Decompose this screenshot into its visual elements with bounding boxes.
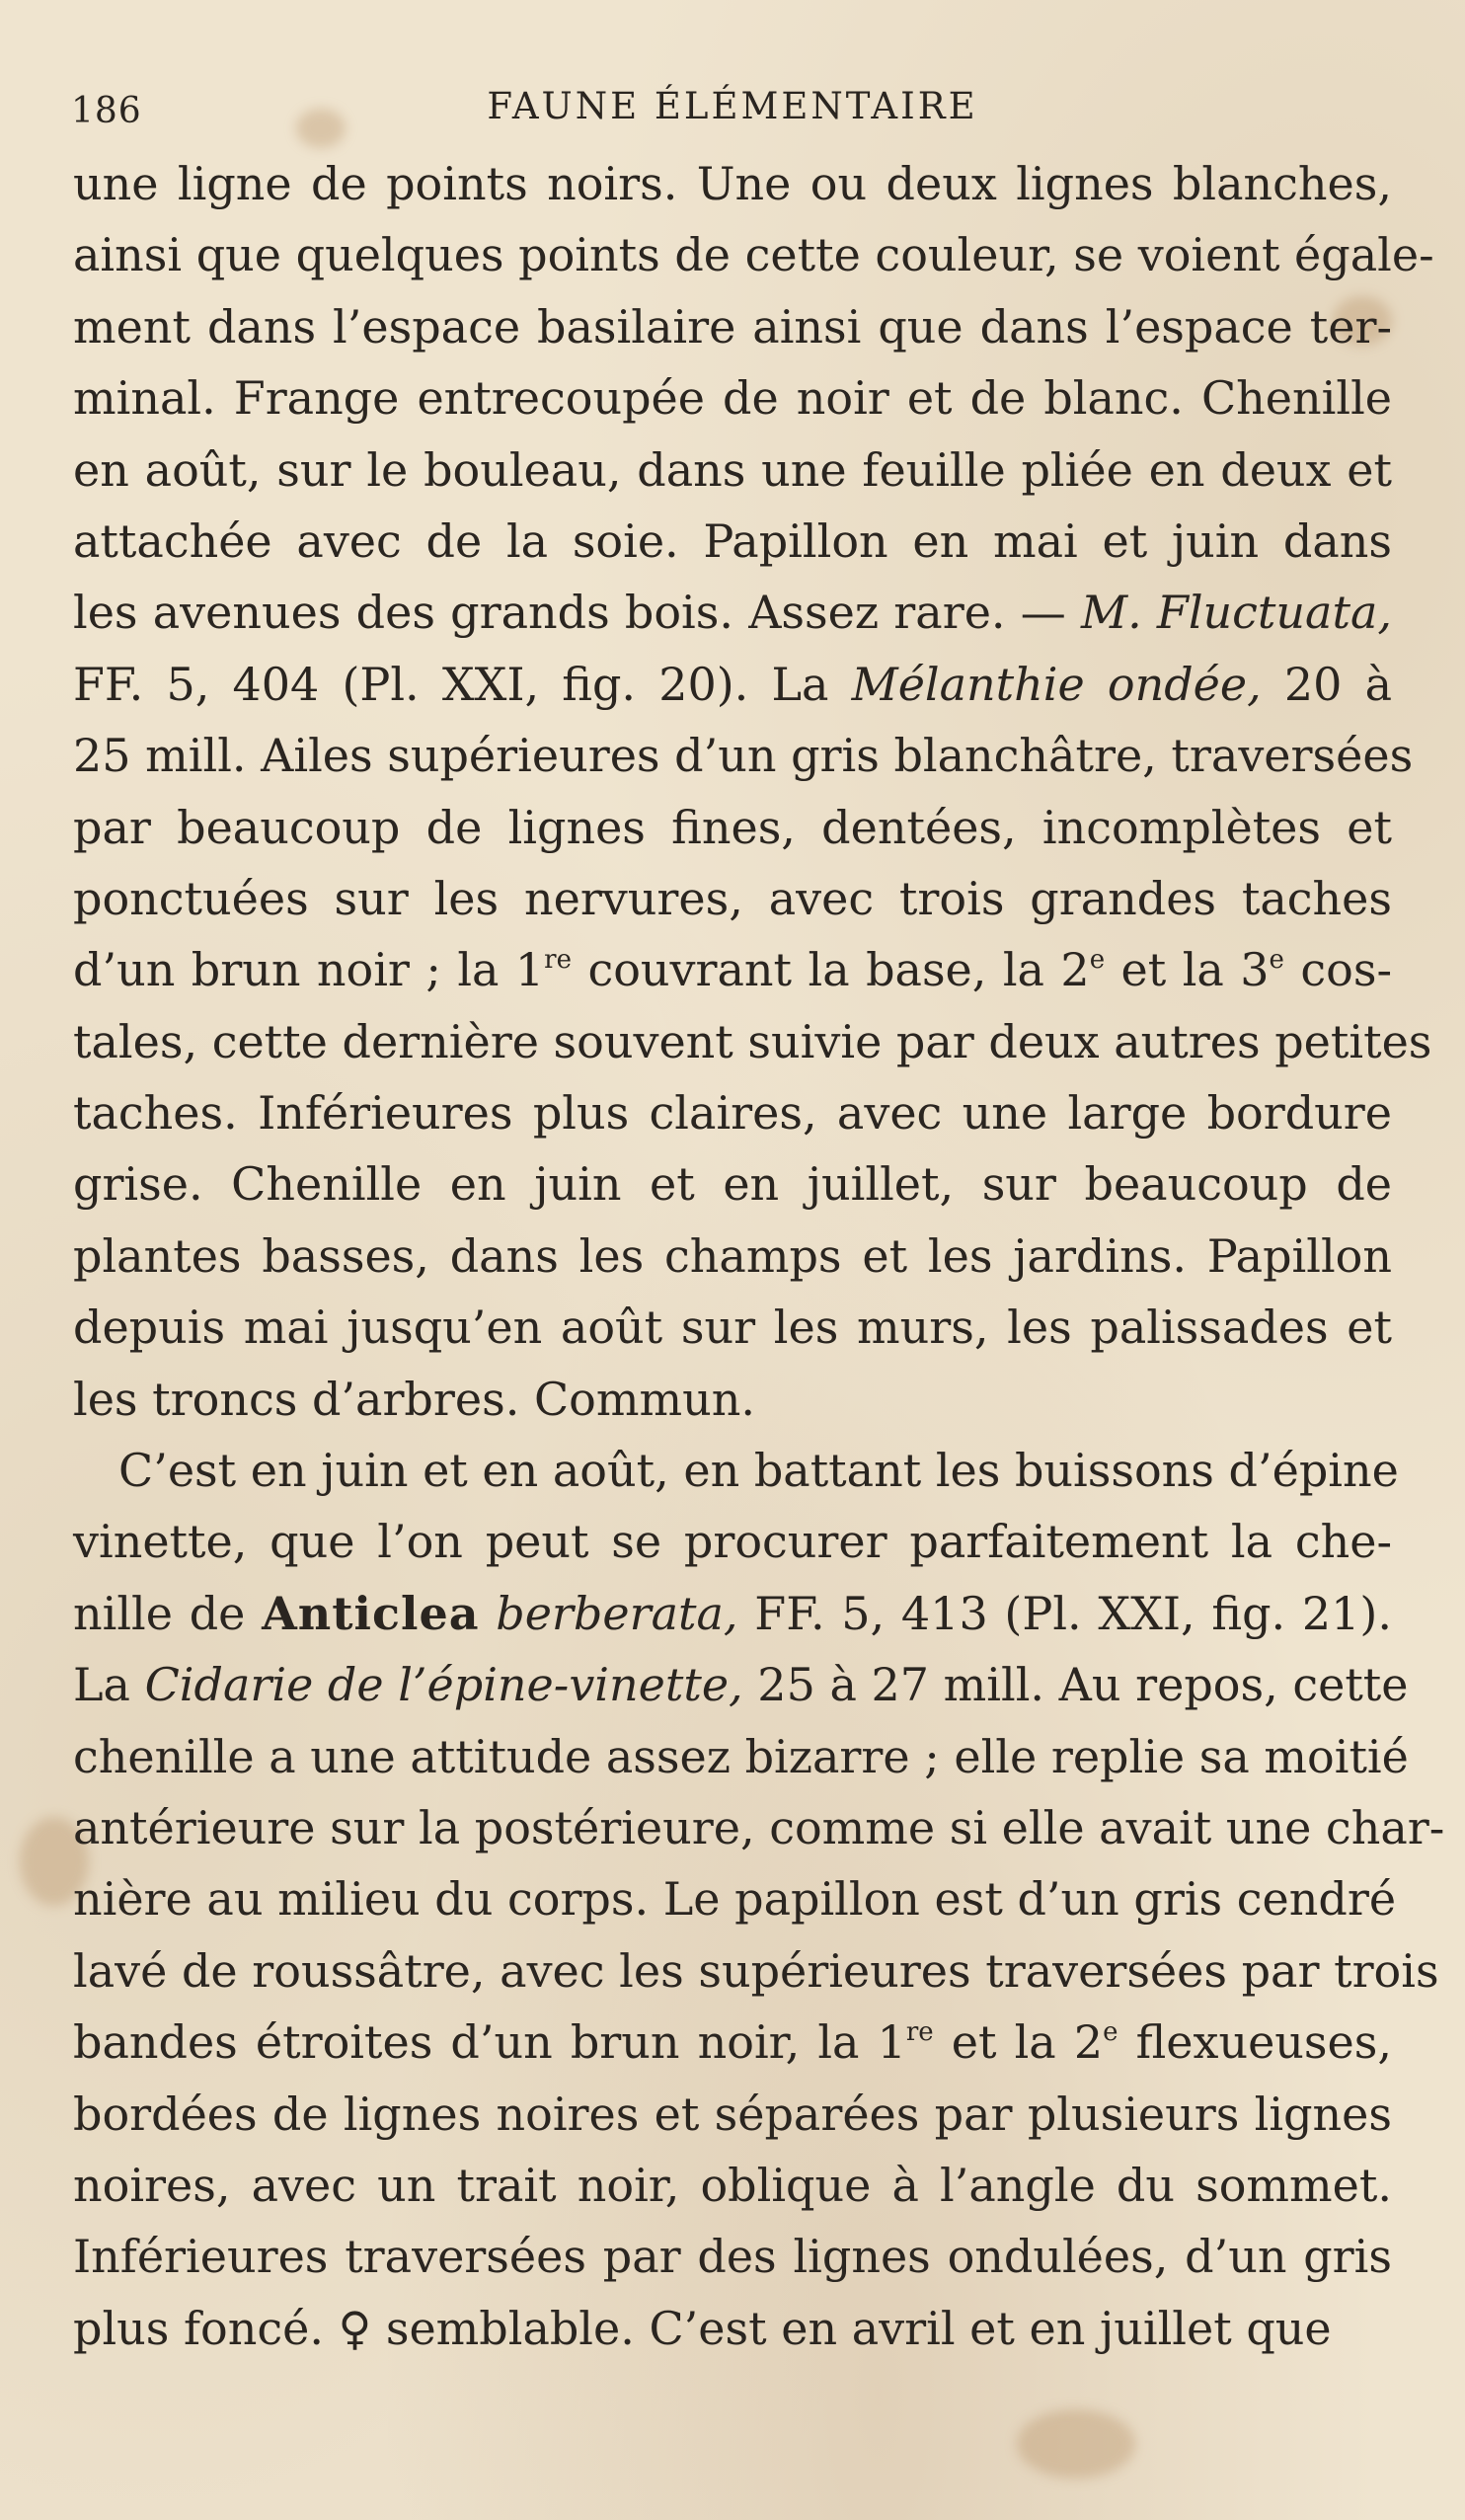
- text-run: noires, avec un trait noir, oblique à l’angle du sommet.: [73, 2158, 1392, 2212]
- foxing-stain: [1017, 2409, 1135, 2479]
- text-run: FF. 5, 413 (Pl. XXI, fig. 21).: [737, 1586, 1392, 1640]
- text-run: par beaucoup de lignes fines, dentées, incomplètes et: [73, 800, 1392, 854]
- text-run: et la 2: [933, 2015, 1104, 2070]
- text-run: nille de: [73, 1586, 263, 1640]
- text-line: [73, 1292, 1392, 1363]
- text-line: [73, 2150, 1392, 2221]
- superscript: re: [905, 2017, 934, 2048]
- text-line: [73, 1006, 1432, 1077]
- text-run: depuis mai jusqu’en août sur les murs, les palissades et: [73, 1300, 1392, 1355]
- text-run: et la 3: [1105, 943, 1270, 997]
- text-line: [73, 1148, 1392, 1220]
- text-line: [73, 1435, 1399, 1506]
- text-run: bordées de lignes noires et séparées par plusieurs lignes: [73, 2087, 1392, 2141]
- text-run: bandes étroites d’un brun noir, la 1: [73, 2015, 906, 2070]
- text-run: les troncs d’arbres. Commun.: [73, 1372, 755, 1426]
- text-line: [73, 291, 1392, 362]
- text-line: [73, 1935, 1439, 2007]
- text-line: [73, 863, 1392, 934]
- text-run: ment dans l’espace basilaire ainsi que dans l’espace ter-: [73, 299, 1392, 354]
- text-run: antérieure sur la postérieure, comme si elle avait une char-: [73, 1800, 1445, 1854]
- text-run: ponctuées sur les nervures, avec trois grandes taches: [73, 871, 1392, 925]
- running-title: FAUNE ÉLÉMENTAIRE: [487, 85, 978, 127]
- text-line: [73, 1649, 1409, 1720]
- text-run: 25 à 27 mill. Au repos, cette: [742, 1658, 1409, 1712]
- text-run: 25 mill. Ailes supérieures d’un gris blanchâtre, traversées: [73, 729, 1414, 783]
- text-line: [73, 2293, 1392, 2364]
- text-run: minal. Frange entrecoupée de noir et de blanc. Chenille: [73, 371, 1392, 426]
- text-line: [73, 1506, 1392, 1577]
- text-run: flexueuses,: [1118, 2015, 1392, 2070]
- text-run: ainsi que quelques points de cette couleur, se voient égale-: [73, 228, 1434, 282]
- text-run: tales, cette dernière souvent suivie par deux autres petites: [73, 1014, 1432, 1068]
- text-line: [73, 577, 1392, 648]
- text-line: [73, 649, 1392, 720]
- text-run: 20 à: [1261, 657, 1392, 711]
- bold-genus-name: Anticlea: [262, 1586, 480, 1640]
- text-line: [73, 2007, 1392, 2078]
- text-run: [480, 1587, 497, 1640]
- text-run: grise. Chenille en juin et en juillet, sur beaucoup de: [73, 1157, 1392, 1212]
- text-run: La: [73, 1658, 145, 1712]
- text-run: cos-: [1283, 943, 1392, 997]
- text-line: [73, 792, 1392, 863]
- superscript: e: [1269, 945, 1284, 976]
- text-line: [73, 720, 1414, 791]
- text-run: nière au milieu du corps. Le papillon est d’un gris cendré: [73, 1872, 1397, 1927]
- text-line: [73, 362, 1392, 433]
- text-run: plus foncé. ♀ semblable. C’est en avril et en juillet que: [73, 2301, 1332, 2355]
- text-run: d’un brun noir ; la 1: [73, 943, 545, 997]
- italic-text: berberata,: [496, 1586, 738, 1640]
- text-line: [73, 1792, 1445, 1863]
- superscript: e: [1103, 2017, 1118, 2048]
- text-line: [73, 1077, 1392, 1148]
- text-line: [73, 2079, 1392, 2150]
- text-run: les avenues des grands bois. Assez rare. —: [73, 586, 1081, 640]
- text-run: attachée avec de la soie. Papillon en mai et juin dans: [73, 513, 1392, 568]
- text-run: FF. 5, 404 (Pl. XXI, fig. 20). La: [73, 657, 852, 711]
- superscript: e: [1089, 945, 1106, 976]
- text-line: [73, 1364, 1392, 1435]
- text-line: [73, 148, 1392, 219]
- text-line: [73, 506, 1392, 577]
- text-run: vinette, que l’on peut se procurer parfaitement la che-: [73, 1515, 1392, 1569]
- text-run: C’est en juin et en août, en battant les buissons d’épine: [118, 1444, 1399, 1498]
- text-run: taches. Inférieures plus claires, avec une large bordure: [73, 1086, 1392, 1141]
- body-text: [73, 148, 1445, 2364]
- text-run: une ligne de points noirs. Une ou deux lignes blanches,: [73, 157, 1392, 210]
- text-line: [73, 934, 1392, 1005]
- text-run: chenille a une attitude assez bizarre ; elle replie sa moitié: [73, 1729, 1409, 1783]
- page-header: [71, 77, 1394, 131]
- text-run: couvrant la base, la 2: [572, 943, 1090, 997]
- text-run: plantes basses, dans les champs et les jardins. Papillon: [73, 1228, 1392, 1283]
- text-line: [73, 1721, 1409, 1792]
- text-line: [73, 2221, 1392, 2292]
- text-run: lavé de roussâtre, avec les supérieures traversées par trois: [73, 1943, 1439, 1998]
- text-run: en août, sur le bouleau, dans une feuille pliée en deux et: [73, 442, 1392, 497]
- superscript: re: [544, 945, 572, 976]
- italic-text: M. Fluctuata,: [1080, 586, 1392, 640]
- italic-text: Cidarie de l’épine-vinette,: [144, 1658, 743, 1712]
- text-line: [73, 1578, 1392, 1649]
- text-line: [73, 1221, 1392, 1292]
- text-line: [73, 434, 1392, 506]
- page-number: 186: [71, 91, 142, 131]
- text-line: [73, 1863, 1397, 1934]
- text-run: Inférieures traversées par des lignes ondulées, d’un gris: [73, 2230, 1392, 2284]
- italic-text: Mélanthie ondée,: [851, 657, 1262, 711]
- text-line: [73, 219, 1434, 290]
